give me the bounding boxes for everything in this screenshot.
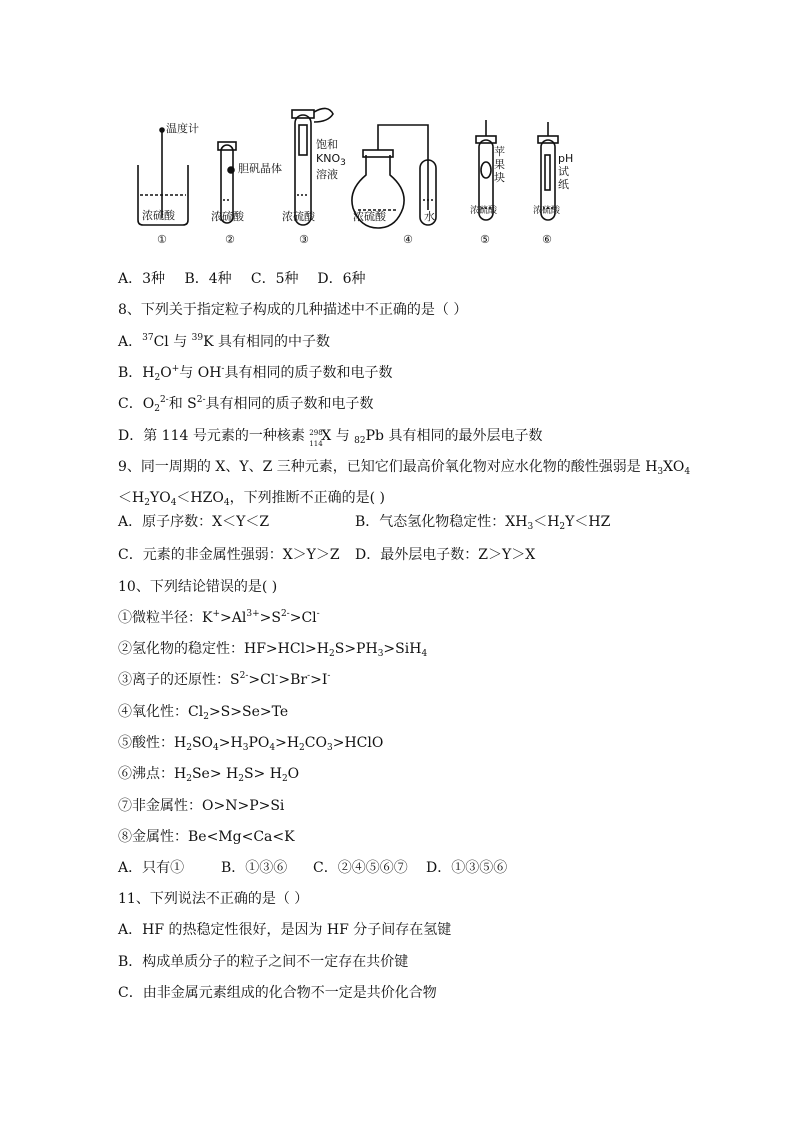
q9-options-ab [118,513,610,531]
label-ph-a: pH [558,152,574,165]
label-blue-vitriol: 胆矾晶体 [238,162,282,175]
q11-option-c: C．由非金属元素组成的化合物不一定是共价化合物 [118,985,437,1001]
q8-option-d: D．第 114 号元素的一种核素 298 114 X 与 $_{82}$Pb 具有相同的最外层电子数 [118,428,543,448]
label-acid-5: 浓硫酸 [470,206,498,216]
apparatus-diagram [128,100,588,250]
label-kno3-b: $KNO_3$ [316,152,346,168]
label-thermometer: 温度计 [166,122,199,135]
label-kno3-c: 溶液 [316,168,338,181]
label-n2: ② [225,233,235,246]
nuclide-notation: 298 114 [309,429,323,448]
label-kno3-a: 饱和 [316,138,338,151]
label-ph-c: 纸 [558,178,569,191]
q11-stem: 11、下列说法不正确的是（ ） [118,891,309,907]
q9-options-cd [118,546,535,564]
q7-options [118,270,366,288]
q10-stem: 10、下列结论错误的是( ) [118,579,278,595]
label-n1: ① [157,233,167,246]
q10-options [118,859,507,877]
q10-item-8: ⑧金属性：Be<Mg<Ca<K [118,829,295,845]
q10-item-7: ⑦非金属性：O>N>P>Si [118,798,285,814]
q8-option-a: A．$^{37}$Cl 与 $^{39}$K 具有相同的中子数 [118,333,331,350]
q10-option-b: B．①③⑥ [221,860,288,876]
label-apple-a: 苹 [494,145,505,158]
q10-option-a: A．只有① [118,860,185,876]
q9-stem-line1: 9、同一周期的 X、Y、Z 三种元素，已知它们最高价氧化物对应水化物的酸性强弱是 $H_3XO_4$ [118,459,691,477]
label-acid-3: 浓硫酸 [282,210,315,223]
label-n3: ③ [299,233,309,246]
q9-option-d: D．最外层电子数：Z＞Y＞X [355,547,536,563]
q10-option-d: D．①③⑤⑥ [426,860,508,876]
q10-item-2: ②氢化物的稳定性：$HF>HCl>H_2S>PH_3>SiH_4$ [118,641,428,659]
q9-option-b: B．气态氢化物稳定性：$XH_3<H_2Y<HZ$ [355,514,611,532]
label-n4: ④ [403,233,413,246]
q7-option-d: D．6种 [317,271,366,287]
q9-stem-line2: $<H_2YO_4<HZO_4$，下列推断不正确的是( ) [118,490,385,508]
apparatus-5-tube [476,120,496,220]
q7-option-a: A．3种 [118,271,166,287]
q8-option-c: C．$O_2^{2-}$和 $S^{2-}$具有相同的质子数和电子数 [118,395,374,414]
q7-option-b: B．4种 [184,271,232,287]
label-ph-b: 试 [558,165,569,178]
q11-option-b: B．构成单质分子的粒子之间不一定存在共价键 [118,954,409,970]
q11-option-a: A．HF 的热稳定性很好，是因为 HF 分子间存在氢键 [118,922,452,938]
label-apple-b: 果 [494,158,505,171]
q9-option-a: A．原子序数：X＜Y＜Z [118,514,270,530]
label-apple-c: 块 [494,171,505,184]
label-acid-2: 浓硫酸 [211,210,244,223]
q7-option-c: C．5种 [250,271,299,287]
label-acid-4: 浓硫酸 [353,210,386,223]
label-n5: ⑤ [480,233,490,246]
apparatus-3-tube [292,108,333,225]
q8-stem: 8、下列关于指定粒子构成的几种描述中不正确的是（ ） [118,302,468,318]
label-acid-6: 浓硫酸 [533,206,561,216]
apparatus-figure [128,100,588,250]
q8-option-b: B．$H_2O^+$与 OH-具有相同的质子数和电子数 [118,364,393,383]
label-acid-1: 浓硫酸 [142,209,175,222]
q9-option-c: C．元素的非金属性强弱：X＞Y＞Z [118,547,340,563]
q10-item-1: ①微粒半径：$K^+>Al^{3+}>S^{2-}>Cl^-$ [118,609,320,626]
label-water: 水 [424,210,435,223]
q10-item-6: ⑥沸点：$H_2Se> H_2S> H_2O$ [118,766,300,784]
q10-option-c: C．②④⑤⑥⑦ [313,860,408,876]
q10-item-5: ⑤酸性：$H_2SO_4>H_3PO_4>H_2CO_3>HClO$ [118,735,384,753]
label-n6: ⑥ [542,233,552,246]
q10-item-3: ③离子的还原性：$S^{2-}>Cl^->Br^->I^-$ [118,671,331,688]
q10-item-4: ④氧化性：$Cl_2>S>Se>Te$ [118,704,289,722]
